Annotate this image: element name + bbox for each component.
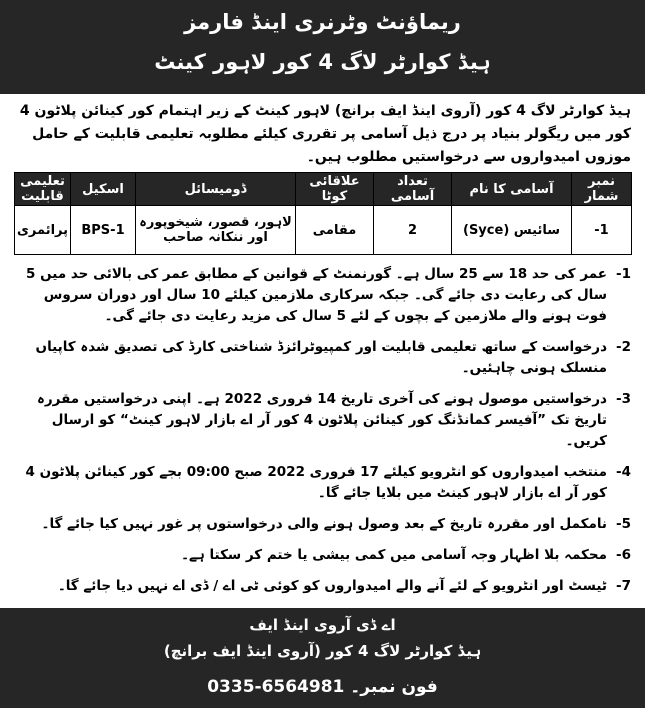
term-number: 6- <box>615 547 631 563</box>
list-item <box>14 462 631 504</box>
term-text: عمر کی حد 18 سے 25 سال ہے۔ گورنمنٹ کے قوانین کے مطابق عمر کی بالائی حد میں 5 سال کی رعایت دی جائے گی۔ جبکہ سرکاری ملازمین کیلئے 10 سال اور دوران سروس فوت ہونے والے ملازمین کے بچوں کے لئے 5 سال کی مزید رعایت دی جائے گی۔ <box>26 266 607 324</box>
header-scale: اسکیل <box>71 173 136 206</box>
term-number: 5- <box>615 516 631 532</box>
term-text: محکمہ بلا اظہار وجہ آسامی میں کمی بیشی یا ختم کر سکتا ہے۔ <box>181 547 607 563</box>
term-text: درخواست کے ساتھ تعلیمی قابلیت اور کمپیوٹرائزڈ شناختی کارڈ کی تصدیق شدہ کاپیاں منسلک ہونی چاہئیں۔ <box>35 339 607 376</box>
header-domicile: ڈومیسائل <box>136 173 296 206</box>
footer-banner <box>0 608 645 708</box>
cell-quota: مقامی <box>296 206 374 255</box>
term-number: 4- <box>615 464 631 480</box>
term-text: درخواستیں موصول ہونے کی آخری تاریخ 14 فروری 2022 ہے۔ اپنی درخواستیں مقررہ تاریخ تک ”آفیسر کمانڈنگ کور کینائن پلاٹون 4 کور آر اے بازار لاہور کینٹ“ کو ارسال کریں۔ <box>36 391 607 449</box>
list-item <box>14 337 631 379</box>
term-number: 3- <box>615 391 631 407</box>
footer-address: ہیڈ کوارٹر لاگ 4 کور (آروی اینڈ ایف برانچ) <box>163 642 482 660</box>
footer-phone-line <box>0 676 645 697</box>
header-banner <box>0 0 645 94</box>
intro-paragraph: ہیڈ کوارٹر لاگ 4 کور (آروی اینڈ ایف برانچ) لاہور کینٹ کے زیر اہتمام کور کینائن پلاٹون 4 کور میں ریگولر بنیاد پر درج ذیل آسامی پر تقرری کیلئے مطلوبہ تعلیمی قابلیت کے حامل موزوں امیدواروں سے درخواستیں مطلوب ہیں۔ <box>19 103 631 165</box>
term-number: 2- <box>615 339 631 355</box>
phone-number: 0335-6564981 <box>207 677 345 697</box>
vacancy-table <box>14 172 632 255</box>
footer-office: اے ڈی آروی اینڈ ایف <box>249 616 396 634</box>
list-item <box>14 576 631 597</box>
list-item <box>14 389 631 452</box>
term-text: ٹیسٹ اور انٹرویو کے لئے آنے والے امیدواروں کو کوئی ٹی اے / ڈی اے نہیں دیا جائے گا۔ <box>57 578 607 594</box>
terms-list <box>14 264 631 607</box>
list-item <box>14 514 631 535</box>
header-post-name: آسامی کا نام <box>452 173 572 206</box>
list-item <box>14 264 631 327</box>
cell-post-count: 2 <box>374 206 452 255</box>
header-quota: علاقائی کوٹا <box>296 173 374 206</box>
header-serial: نمبر شمار <box>572 173 632 206</box>
term-number: 7- <box>615 578 631 594</box>
term-text: نامکمل اور مقررہ تاریخ کے بعد وصول ہونے والی درخواستوں پر غور نہیں کیا جائے گا۔ <box>41 516 607 532</box>
cell-serial: 1- <box>572 206 632 255</box>
term-number: 1- <box>615 266 631 282</box>
phone-label: فون نمبر۔ <box>350 677 438 697</box>
cell-scale: BPS-1 <box>71 206 136 255</box>
cell-qualification: پرائمری <box>15 206 71 255</box>
list-item <box>14 545 631 566</box>
header-post-count: تعداد آسامی <box>374 173 452 206</box>
cell-domicile: لاہور، قصور، شیخوپورہ اور ننکانہ صاحب <box>136 206 296 255</box>
table-header-row <box>15 173 632 206</box>
table-row <box>15 206 632 255</box>
header-title: ریماؤنٹ وٹرنری اینڈ فارمز <box>184 10 461 34</box>
header-qualification: تعلیمی قابلیت <box>15 173 71 206</box>
ad-body <box>0 94 645 608</box>
cell-post-name: سائیس (Syce) <box>452 206 572 255</box>
term-text: منتخب امیدواروں کو انٹرویو کیلئے 17 فروری 2022 صبح 09:00 بجے کور کینائن پلاٹون 4 کور آر اے بازار لاہور کینٹ میں بلایا جائے گا۔ <box>25 464 607 501</box>
header-subtitle: ہیڈ کوارٹر لاگ 4 کور لاہور کینٹ <box>154 50 491 74</box>
